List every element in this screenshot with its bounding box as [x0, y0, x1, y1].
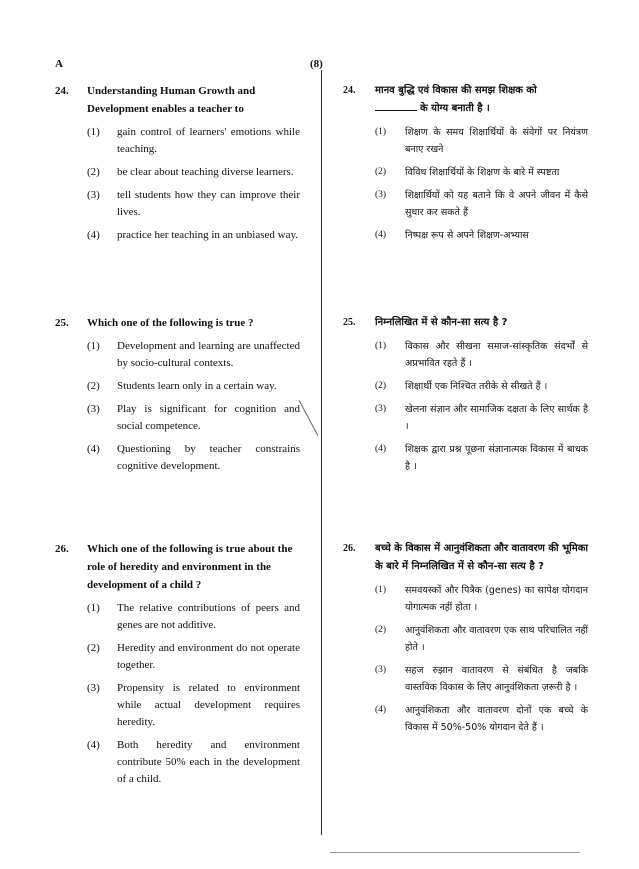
question-25-hi	[343, 314, 588, 475]
option-number: (1)	[87, 126, 100, 138]
option-4	[55, 441, 300, 475]
option-number: (2)	[375, 625, 387, 635]
question-24-hi	[343, 82, 588, 244]
option-text: खेलना संज्ञान और सामाजिक दक्षता के लिए सार्थक है ।	[405, 404, 588, 432]
question-number: 25.	[343, 317, 356, 328]
option-text: समवयस्कों और पित्रैक (genes) का सापेक्ष योगदान योगात्मक नहीं होता ।	[405, 585, 588, 613]
question-text: Which one of the following is true about the role of heredity and environment in the development of a child ?	[87, 543, 293, 591]
option-1	[55, 124, 300, 158]
option-4	[55, 737, 300, 788]
page-number: (8)	[310, 58, 323, 70]
option-text: The relative contributions of peers and genes are not additive.	[117, 602, 300, 631]
question-number: 24.	[343, 85, 356, 96]
option-text: Propensity is related to environment while actual development requires heredity.	[117, 682, 300, 728]
option-text: Play is significant for cognition and social competence.	[117, 403, 300, 432]
question-number: 25.	[55, 317, 69, 329]
option-text: आनुवंशिकता और वातावरण दोनों एक बच्चे के विकास में 50%-50% योगदान देते हैं ।	[405, 705, 588, 733]
question-24-en	[55, 82, 300, 244]
option-text: gain control of learners' emotions while teaching.	[117, 126, 300, 155]
option-number: (3)	[87, 682, 100, 694]
option-number: (2)	[375, 167, 387, 177]
option-number: (1)	[87, 340, 100, 352]
question-26-hi	[343, 540, 588, 736]
option-2	[343, 164, 588, 181]
option-number: (4)	[87, 229, 100, 241]
option-2	[343, 622, 588, 656]
question-text: Which one of the following is true ?	[87, 317, 254, 329]
option-number: (1)	[375, 585, 387, 595]
question-text-part: के योग्य बनाती है ।	[420, 103, 490, 114]
option-text: शिक्षक द्वारा प्रश्न पूछना संज्ञानात्मक विकास में बाधक है ।	[405, 444, 588, 472]
option-number: (4)	[87, 443, 100, 455]
option-1	[343, 338, 588, 372]
option-text: सहज रुझान वातावरण से संबंधित है जबकि वास्तविक विकास के लिए आनुवंशिकता ज़रूरी है ।	[405, 665, 588, 693]
option-4	[343, 441, 588, 475]
question-26-en	[55, 540, 300, 788]
question-text-part: मानव बुद्धि एवं विकास की समझ शिक्षक को	[375, 85, 537, 96]
option-text: be clear about teaching diverse learners.	[117, 166, 294, 178]
option-2	[55, 640, 300, 674]
option-1	[55, 338, 300, 372]
answer-blank	[375, 110, 417, 111]
option-3	[343, 401, 588, 435]
option-text: Students learn only in a certain way.	[117, 380, 277, 392]
option-text: शिक्षार्थियों को यह बताने कि वे अपने जीवन में कैसे सुधार कर सकते हैं	[405, 190, 588, 218]
question-text: Understanding Human Growth and Development enables a teacher to	[87, 85, 256, 115]
option-text: निष्पक्ष रूप से अपने शिक्षण-अभ्यास	[405, 230, 529, 241]
set-letter: A	[55, 58, 63, 70]
option-number: (3)	[375, 665, 387, 675]
option-3	[55, 187, 300, 221]
question-number: 24.	[55, 85, 69, 97]
option-4	[343, 227, 588, 244]
option-number: (3)	[375, 190, 387, 200]
option-number: (2)	[87, 166, 100, 178]
option-text: शिक्षण के समय शिक्षार्थियों के संवेगों पर नियंत्रण बनाए रखने	[405, 127, 588, 155]
option-number: (2)	[375, 381, 387, 391]
option-2	[55, 164, 300, 181]
pen-mark	[299, 400, 319, 436]
option-text: Development and learning are unaffected by socio-cultural contexts.	[117, 340, 300, 369]
question-text	[375, 82, 588, 118]
option-text: Heredity and environment do not operate together.	[117, 642, 300, 671]
option-text: शिक्षार्थी एक निश्चित तरीके से सीखते हैं ।	[405, 381, 548, 392]
option-3	[55, 680, 300, 731]
option-2	[343, 378, 588, 395]
option-text: आनुवंशिकता और वातावरण एक साथ परिचालित नहीं होते ।	[405, 625, 588, 653]
option-number: (4)	[87, 739, 100, 751]
option-number: (1)	[375, 127, 387, 137]
option-2	[55, 378, 300, 395]
option-4	[343, 702, 588, 736]
option-text: Questioning by teacher constrains cognitive development.	[117, 443, 300, 472]
option-1	[343, 582, 588, 616]
question-number: 26.	[55, 543, 69, 555]
option-number: (4)	[375, 444, 387, 454]
bottom-rule	[330, 852, 580, 853]
option-number: (1)	[87, 602, 100, 614]
question-text: निम्नलिखित में से कौन-सा सत्य है ?	[375, 317, 508, 328]
option-text: practice her teaching in an unbiased way.	[117, 229, 299, 241]
option-number: (2)	[87, 642, 100, 654]
option-number: (4)	[375, 230, 387, 240]
question-25-en	[55, 314, 300, 475]
option-text: विकास और सीखना समाज-सांस्कृतिक संदर्भों से अप्रभावित रहते हैं ।	[405, 341, 588, 369]
question-number: 26.	[343, 543, 356, 554]
option-number: (4)	[375, 705, 387, 715]
option-4	[55, 227, 300, 244]
option-number: (3)	[87, 189, 100, 201]
option-text: tell students how they can improve their lives.	[117, 189, 300, 218]
option-3	[343, 662, 588, 696]
option-text: विविध शिक्षार्थियों के शिक्षण के बारे में स्पष्टता	[405, 167, 560, 178]
option-3	[343, 187, 588, 221]
option-text: Both heredity and environment contribute 50% each in the development of a child.	[117, 739, 300, 785]
column-divider	[321, 70, 322, 835]
option-1	[343, 124, 588, 158]
option-3	[55, 401, 300, 435]
option-number: (2)	[87, 380, 100, 392]
question-text: बच्चे के विकास में आनुवंशिकता और वातावरण की भूमिका के बारे में निम्नलिखित में से कौन-सा सत्य है ?	[375, 543, 588, 572]
option-number: (1)	[375, 341, 387, 351]
option-number: (3)	[375, 404, 387, 414]
option-1	[55, 600, 300, 634]
option-number: (3)	[87, 403, 100, 415]
